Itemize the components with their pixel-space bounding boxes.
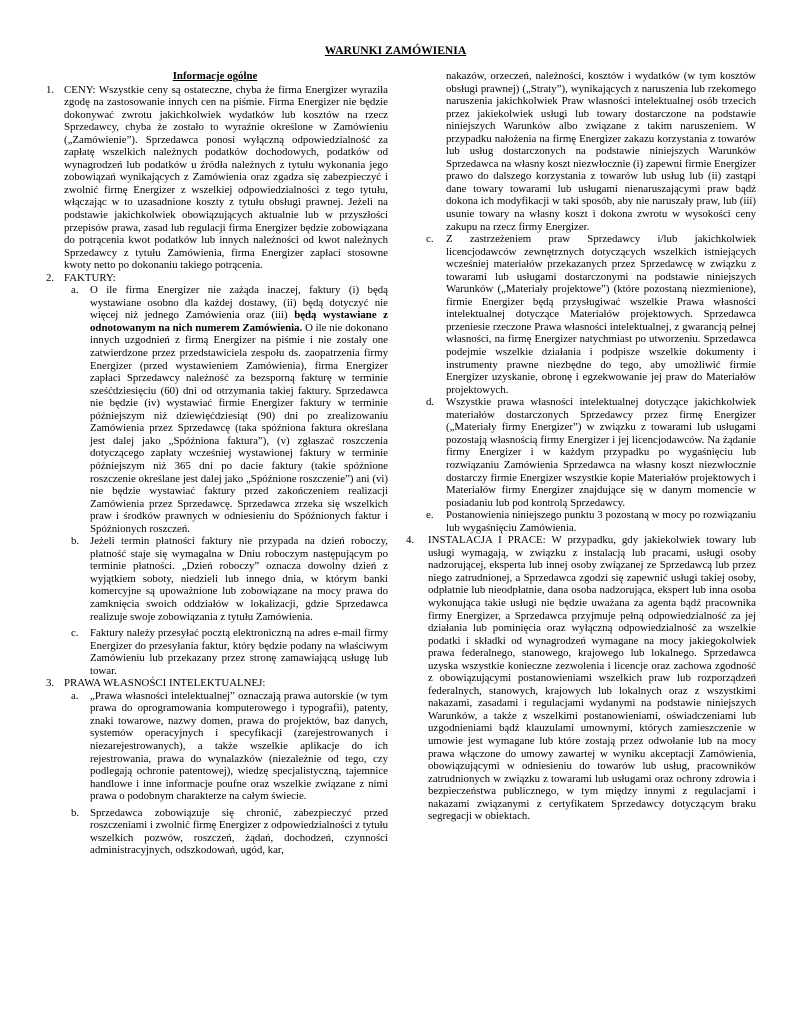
section-number: 1. <box>46 83 55 96</box>
section-number: 2. <box>46 271 55 284</box>
item-text: Z zastrzeżeniem praw Sprzedawcy i/lub jakichkolwiek licencjodawców zewnętrznych dotyczących wszelkich istniejących wcześniej materiałów przekazanych przez Sprzedawcę w związku z towarami lub usługami dostarczonymi na podstawie niniejszych Warunków („Materiały projektowe”) (które pozostaną niezmienione), firmie Energizer będą przysługiwać wszelkie Prawa własności intelektualnej dotyczące Materiałów projektowych. Sprzedawca przeniesie rzeczone Prawa własności intelektualnej, z gwarancją pełnej własności, na firmę Energizer natychmiast po utworzeniu. Sprzedawca podejmie wszelkie działania i podpisze wszelkie dokumenty i instrumenty prawne niezbędne do tego, aby umożliwić firmie Energizer uzyskanie, obronę i egzekwowanie jej praw do Materiałów projektowych. <box>446 233 756 396</box>
section-installation <box>406 534 756 823</box>
invoices-item-c <box>42 627 388 677</box>
document-title: WARUNKI ZAMÓWIENIA <box>324 44 467 57</box>
item-letter: b. <box>71 806 80 819</box>
ip-item-b-continued: nakazów, orzeczeń, należności, kosztów i wydatków (w tym kosztów obsługi prawnej) („Straty”), wynikających z naruszenia lub rzekomego naruszenia jakichkolwiek Praw własności intelektualnej osób trzecich przez jakiekolwiek usługi lub towary dostarczone na podstawie niniejszych Warunków albo związane z takim naruszeniem. W przypadku nałożenia na firmę Energizer zakazu korzystania z towarów lub usług dostarczonych na podstawie niniejszych Warunków Sprzedawca na własny koszt niezwłocznie (i) zapewni firmie Energizer prawo do dalszego korzystania z towarów lub usług lub (ii) zastąpi dane towary towarami lub usługami nienaruszającymi praw bądź dokona ich modyfikacji w taki sposób, aby nie naruszały praw, lub (iii) usunie towary na własny koszt i dokona zwrotu w wysokości ceny zakupu na rzecz firmy Energizer. <box>446 70 756 233</box>
section-intellectual-property <box>42 677 388 690</box>
item-text: O ile firma Energizer nie zażąda inaczej, faktury (i) będą wystawiane osobno dla każdej dostawy, (ii) będą dotyczyć nie więcej niż jednego Zamówienia oraz (iii) <box>90 284 388 322</box>
left-column <box>42 70 388 857</box>
item-text: Postanowienia niniejszego punktu 3 pozostaną w mocy po rozwiązaniu lub wygaśnięciu Zamówienia. <box>446 509 756 534</box>
item-text-bold: będą wystawiane z odnotowanym na nich numerem Zamówienia. <box>90 309 388 334</box>
item-text: Faktury należy przesyłać pocztą elektroniczną na adres e-mail firmy Energizer do przesyłania faktur, który będzie podany na właściwym Zamówieniu lub przekazany przez stronę zamawiającą usługę lub towar. <box>90 627 388 677</box>
section-heading: FAKTURY: <box>64 271 116 284</box>
item-text: Wszystkie prawa własności intelektualnej dotyczące jakichkolwiek materiałów dostarczonych Sprzedawcy przez firmę Energizer („Materiały firmy Energizer”) w związku z towarami lub usługami pozostają własnością firmy Energizer i jej licencjodawców. Na żądanie firmy Energizer i w każdym przypadku po wygaśnięciu lub rozwiązaniu Zamówienia Sprzedawca na własny koszt niezwłocznie dostarczy firmie Energizer wszystkie kopie Materiałów projektowych i Materiałów firmy Energizer znajdujące się w danym momencie w posiadaniu lub pod kontrolą Sprzedawcy. <box>446 396 756 509</box>
item-letter: e. <box>426 509 434 522</box>
section-invoices <box>42 272 388 285</box>
item-letter: d. <box>426 396 435 409</box>
item-letter: a. <box>71 689 79 702</box>
invoices-item-b <box>42 535 388 623</box>
item-text: Sprzedawca zobowiązuje się chronić, zabezpieczyć przed roszczeniami i zwolnić firmę Energizer z odpowiedzialności z tytułu wszelkich pozwów, roszczeń, żądań, dochodzeń, czynności administracyjnych, odszkodowań, ugód, kar, <box>90 806 388 857</box>
section-prices <box>42 84 388 272</box>
ip-item-a <box>42 690 388 803</box>
item-letter: b. <box>71 535 80 548</box>
invoices-item-a <box>42 284 388 535</box>
ip-item-b <box>42 807 388 857</box>
general-info-heading: Informacje ogólne <box>172 70 258 82</box>
ip-item-c <box>406 233 756 396</box>
item-text: O ile nie dokonano innych uzgodnień z firmą Energizer na piśmie i nie zostały one zatwierdzone przez przedstawiciela zespołu ds. zaopatrzenia firmy Energizer (przed wystawieniem Zamówienia), firma Energizer zapłaci Sprzedawcy należność za bezsporną fakturę w terminie sześćdziesięciu (60) dni od otrzymania takiej faktury. Sprzedawca nie będzie (iv) wystawiać firmie Energizer faktury w terminie późniejszym niż dziewięćdziesiąt (90) dni po zrealizowaniu Zamówienia przez Sprzedawcę (taka spóźniona faktura określana jest dalej jako „Spóźniona faktura”), (v) zgłaszać roszczenia dotyczącego zapłaty wcześniej wystawionej faktury w terminie późniejszym niż 365 dni po dacie faktury (takie spóźnione roszczenie określane jest dalej jako „Spóźnione roszczenie”) ani (vi) nie będzie wystawiać faktury przed zakończeniem realizacji Zamówienia przez Sprzedawcę. Sprzedawca zrzeka się wszelkich praw i środków prawnych w odniesieniu do Spóźnionych faktur i Spóźnionych roszczeń. <box>90 321 388 535</box>
ip-item-e <box>406 509 756 534</box>
right-column <box>406 70 756 823</box>
item-text: Jeżeli termin płatności faktury nie przypada na dzień roboczy, płatność staje się wymagalna w Dniu roboczym następującym po terminie płatności. „Dzień roboczy” oznacza dowolny dzień z wyjątkiem soboty, niedzieli lub innego dnia, w którym banki komercyjne są upoważnione lub zobowiązane na mocy prawa do zamknięcia swoich oddziałów w lokalizacji, gdzie Sprzedawca realizuje swoje zobowiązania z tytułu Zamówienia. <box>90 535 388 623</box>
item-text: „Prawa własności intelektualnej” oznaczają prawa autorskie (w tym prawa do oprogramowania komputerowego i typografii), patenty, znaki towarowe, nazwy domen, prawa do projektów, baz danych, systemów operacyjnych i specyfikacji (zarejestrowanych i niezarejestrowanych), a także wszelkie aplikacje do ich rejestrowania, prawa do wynalazków (niezależnie od tego, czy podlegają ochronie patentowej), wiedzę specjalistyczną, tajemnice handlowe i inne informacje poufne oraz wszelkie związane z nimi prawa o podobnym charakterze na całym świecie. <box>90 689 388 803</box>
item-letter: a. <box>71 284 79 297</box>
item-letter: c. <box>71 627 79 640</box>
section-text: INSTALACJA I PRACE: W przypadku, gdy jakiekolwiek towary lub usługi wymagają, w związku z instalacją lub pracami, usługi osoby nadzorującej, eksperta lub innej osoby związanej ze Sprzedawcą lub przez niego zatrudnionej, a Sprzedawca zgodzi się zapewnić usługi takiej osoby, odpłatnie lub nieodpłatnie, dana osoba nadzorująca, ekspert lub inna osoba wykonująca takie usługi nie będzie uważana za agenta bądź pracownika firmy Energizer, a Sprzedawca przyjmuje pełną odpowiedzialność za jej działania lub pominięcia oraz wyłączną odpowiedzialność za wszelkie podatki i składki od wynagrodzeń wymagane na mocy jakiegokolwiek prawa federalnego, stanowego, krajowego lub lokalnego. Sprzedawca uzyska wszystkie konieczne zezwolenia i licencje oraz zachowa zgodność z obowiązującymi postanowieniami wszelkich praw lub rozporządzeń federalnych, stanowych, krajowych lub lokalnych oraz z wszystkimi nakazami, zasadami i regulacjami wydanymi na podstawie niniejszych Warunków, a także z wszelkimi postanowieniami, oświadczeniami lub uzgodnieniami bądź klauzulami umownymi, których zamieszczenie w umowie jest wymagane lub które zostają przez odwołanie lub na mocy prawa włączone do umowy zawartej w wyniku akceptacji Zamówienia, obowiązującymi w odniesieniu do towarów lub usług, pracowników zatrudnionych w związku z towarami lub usługami oraz ochrony zdrowia i bezpieczeństwa publicznego, w tym między innymi z regulacjami i nakazami związanymi z certyfikatem Sprzedawcy dotyczącym braku segregacji w obiektach. <box>428 534 756 823</box>
ip-item-d <box>406 396 756 509</box>
section-heading: PRAWA WŁASNOŚCI INTELEKTUALNEJ: <box>64 677 266 690</box>
section-text: CENY: Wszystkie ceny są ostateczne, chyba że firma Energizer wyraziła zgodę na zastosowanie innych cen na piśmie. Firma Energizer nie będzie dokonywać zwrotu jakichkolwiek wydatków lub kosztów na rzecz Sprzedawcy, chyba że zostało to wyraźnie określone w Zamówieniu („Zamówienie”). Sprzedawca ponosi wyłączną odpowiedzialność za zapłatę wszelkich należnych podatków dochodowych, podatków od wynagrodzeń lub podatków u źródła należnych z tytułu wykonania jego zobowiązań wynikających z Zamówienia oraz zgadza się zabezpieczyć i zwolnić firmę Energizer z wszelkiej odpowiedzialności z tego tytułu, włączając w to uzasadnione koszty z tytułu obsługi prawnej. Jeżeli na podstawie jakichkolwiek obowiązujących aktualnie lub w przyszłości przepisów prawa, zasad lub regulacji firma Energizer będzie zobowiązana do potrącenia kwot podatków lub innych należności od kwot należnych Sprzedawcy z tytułu Zamówienia, firma Energizer zapłaci stosowne kwoty netto po dokonaniu takiego potrącenia. <box>64 83 388 272</box>
section-number: 3. <box>46 677 55 690</box>
item-letter: c. <box>426 233 434 246</box>
section-number: 4. <box>406 534 415 547</box>
